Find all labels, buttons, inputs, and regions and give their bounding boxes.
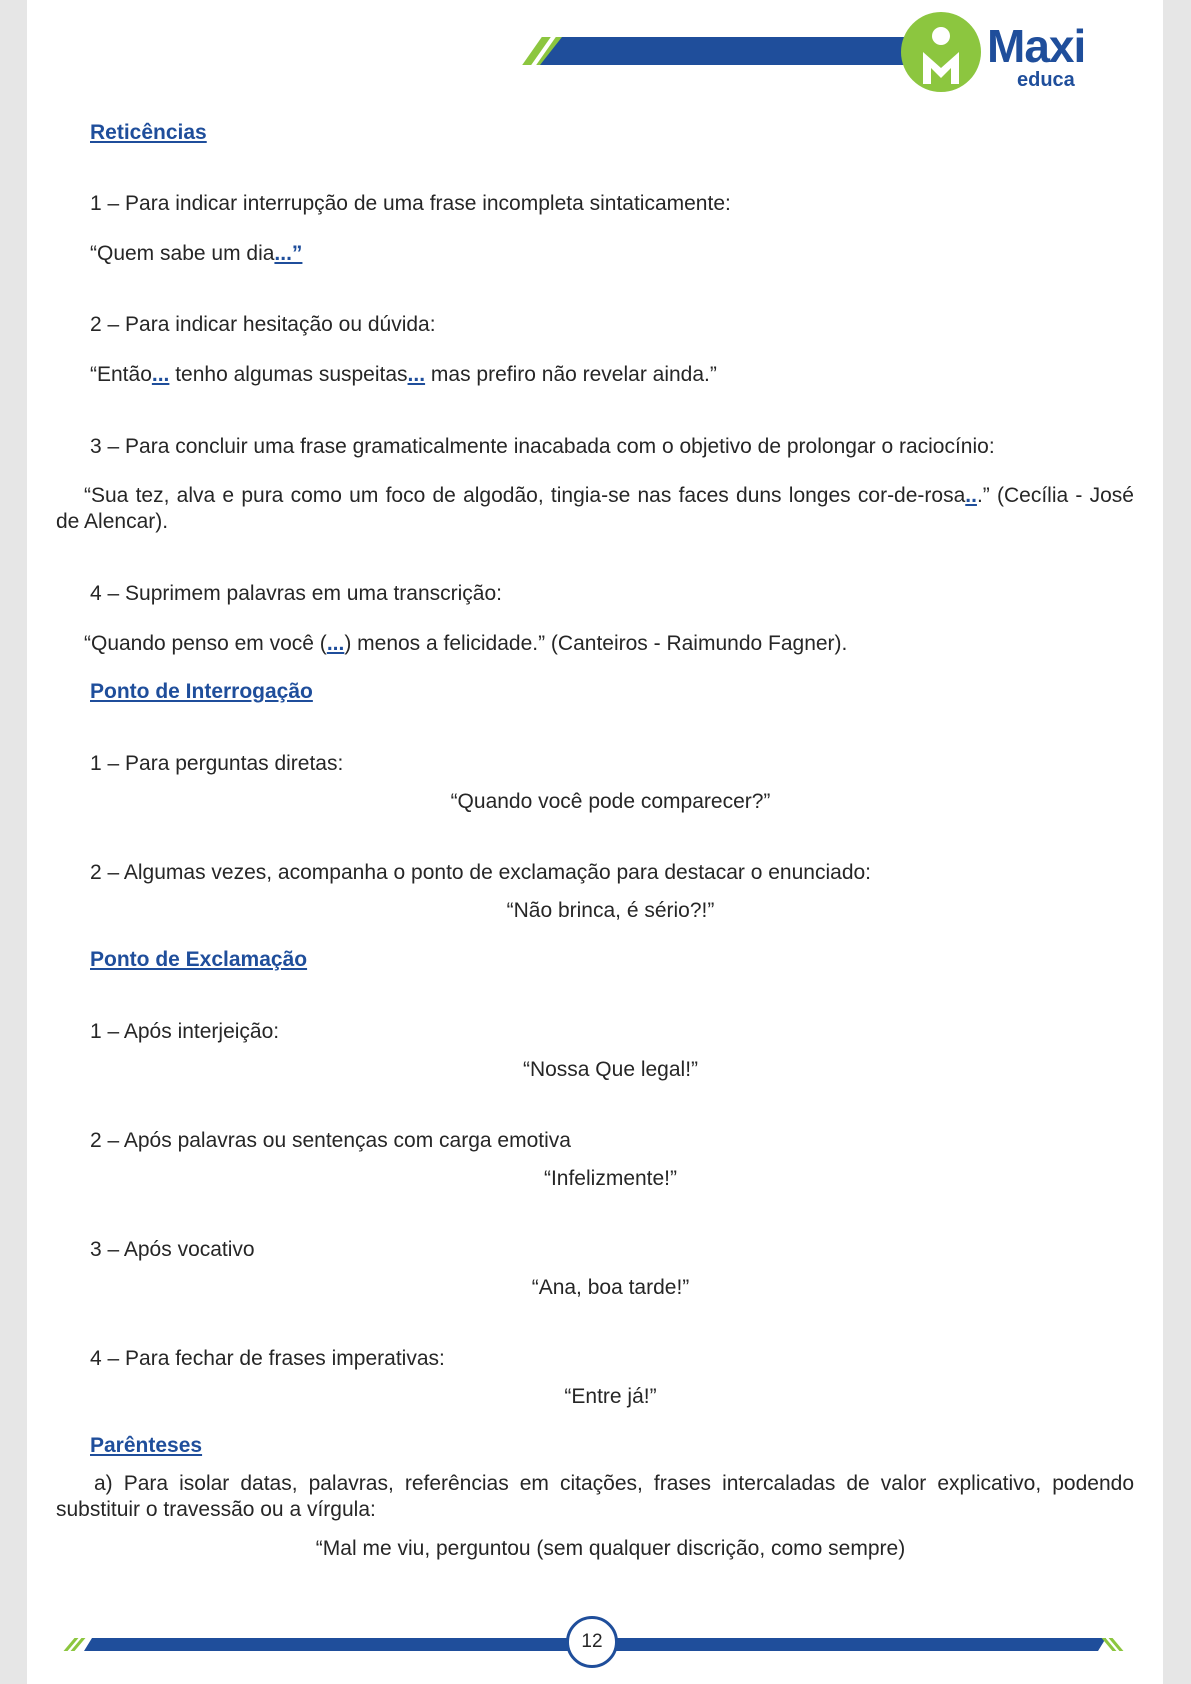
example-text: “Então <box>90 363 152 386</box>
interrogacao-item-1: 1 – Para perguntas diretas: <box>90 752 344 775</box>
section-title-exclamacao: Ponto de Exclamação <box>90 948 308 971</box>
interrogacao-item-2: 2 – Algumas vezes, acompanha o ponto de exclamação para destacar o enunciado: <box>90 861 872 884</box>
parenteses-item-a: a) Para isolar datas, palavras, referências em citações, frases intercaladas de valor explicativo, podendo substituir o travessão ou a vírgula: <box>56 1472 1134 1521</box>
exclamacao-item-3: 3 – Após vocativo <box>90 1238 255 1261</box>
example-text: tenho algumas suspeitas <box>169 363 408 386</box>
example-text: .” (Cecília - José de Alencar). <box>56 484 1134 533</box>
ellipsis-mark: ... <box>407 363 426 386</box>
exclamacao-item-4: 4 – Para fechar de frases imperativas: <box>90 1347 445 1370</box>
example-text: “Sua tez, alva e pura como um foco de algodão, tingia-se nas faces duns longes cor-de-rosa <box>84 484 966 507</box>
logo-subtitle: educa <box>1017 69 1075 91</box>
logo-brand-text: Maxi <box>987 20 1086 72</box>
ellipsis-mark: ... <box>151 363 170 386</box>
exclamacao-item-1: 1 – Após interjeição: <box>90 1020 280 1043</box>
exclamacao-example-3: “Ana, boa tarde!” <box>531 1276 690 1299</box>
reticencias-example-2 <box>90 362 717 388</box>
interrogacao-example-2: “Não brinca, é sério?!” <box>506 899 715 922</box>
section-title-interrogacao: Ponto de Interrogação <box>90 680 313 703</box>
exclamacao-example-4: “Entre já!” <box>564 1385 657 1408</box>
reticencias-item-4: 4 – Suprimem palavras em uma transcrição: <box>90 582 502 605</box>
logo-mark-icon <box>901 12 981 92</box>
exclamacao-item-2: 2 – Após palavras ou sentenças com carga emotiva <box>90 1129 571 1152</box>
ellipsis-mark: ...” <box>274 242 303 265</box>
reticencias-example-3 <box>56 483 1134 535</box>
reticencias-item-1: 1 – Para indicar interrupção de uma frase incompleta sintaticamente: <box>90 192 731 215</box>
exclamacao-example-1: “Nossa Que legal!” <box>522 1058 699 1081</box>
ellipsis-mark: ... <box>326 632 345 655</box>
reticencias-example-4 <box>84 631 847 657</box>
reticencias-example-1 <box>90 241 302 267</box>
example-text: ) menos a felicidade.” (Canteiros - Raimundo Fagner). <box>344 632 848 655</box>
reticencias-item-2: 2 – Para indicar hesitação ou dúvida: <box>90 313 436 336</box>
reticencias-item-3: 3 – Para concluir uma frase gramaticalmente inacabada com o objetivo de prolongar o raciocínio: <box>90 435 995 458</box>
ellipsis-mark: .. <box>965 484 977 507</box>
interrogacao-example-1: “Quando você pode comparecer?” <box>450 790 771 813</box>
section-title-parenteses: Parênteses <box>90 1434 203 1457</box>
parenteses-example-a: “Mal me viu, perguntou (sem qualquer discrição, como sempre) <box>315 1537 906 1560</box>
example-text: “Quem sabe um dia <box>90 242 275 265</box>
section-title-reticencias: Reticências <box>90 121 207 144</box>
exclamacao-example-2: “Infelizmente!” <box>543 1167 678 1190</box>
example-text: mas prefiro não revelar ainda.” <box>425 363 717 386</box>
example-text: “Quando penso em você ( <box>84 632 327 655</box>
page-number: 12 <box>566 1616 618 1668</box>
header-bar <box>540 37 930 65</box>
